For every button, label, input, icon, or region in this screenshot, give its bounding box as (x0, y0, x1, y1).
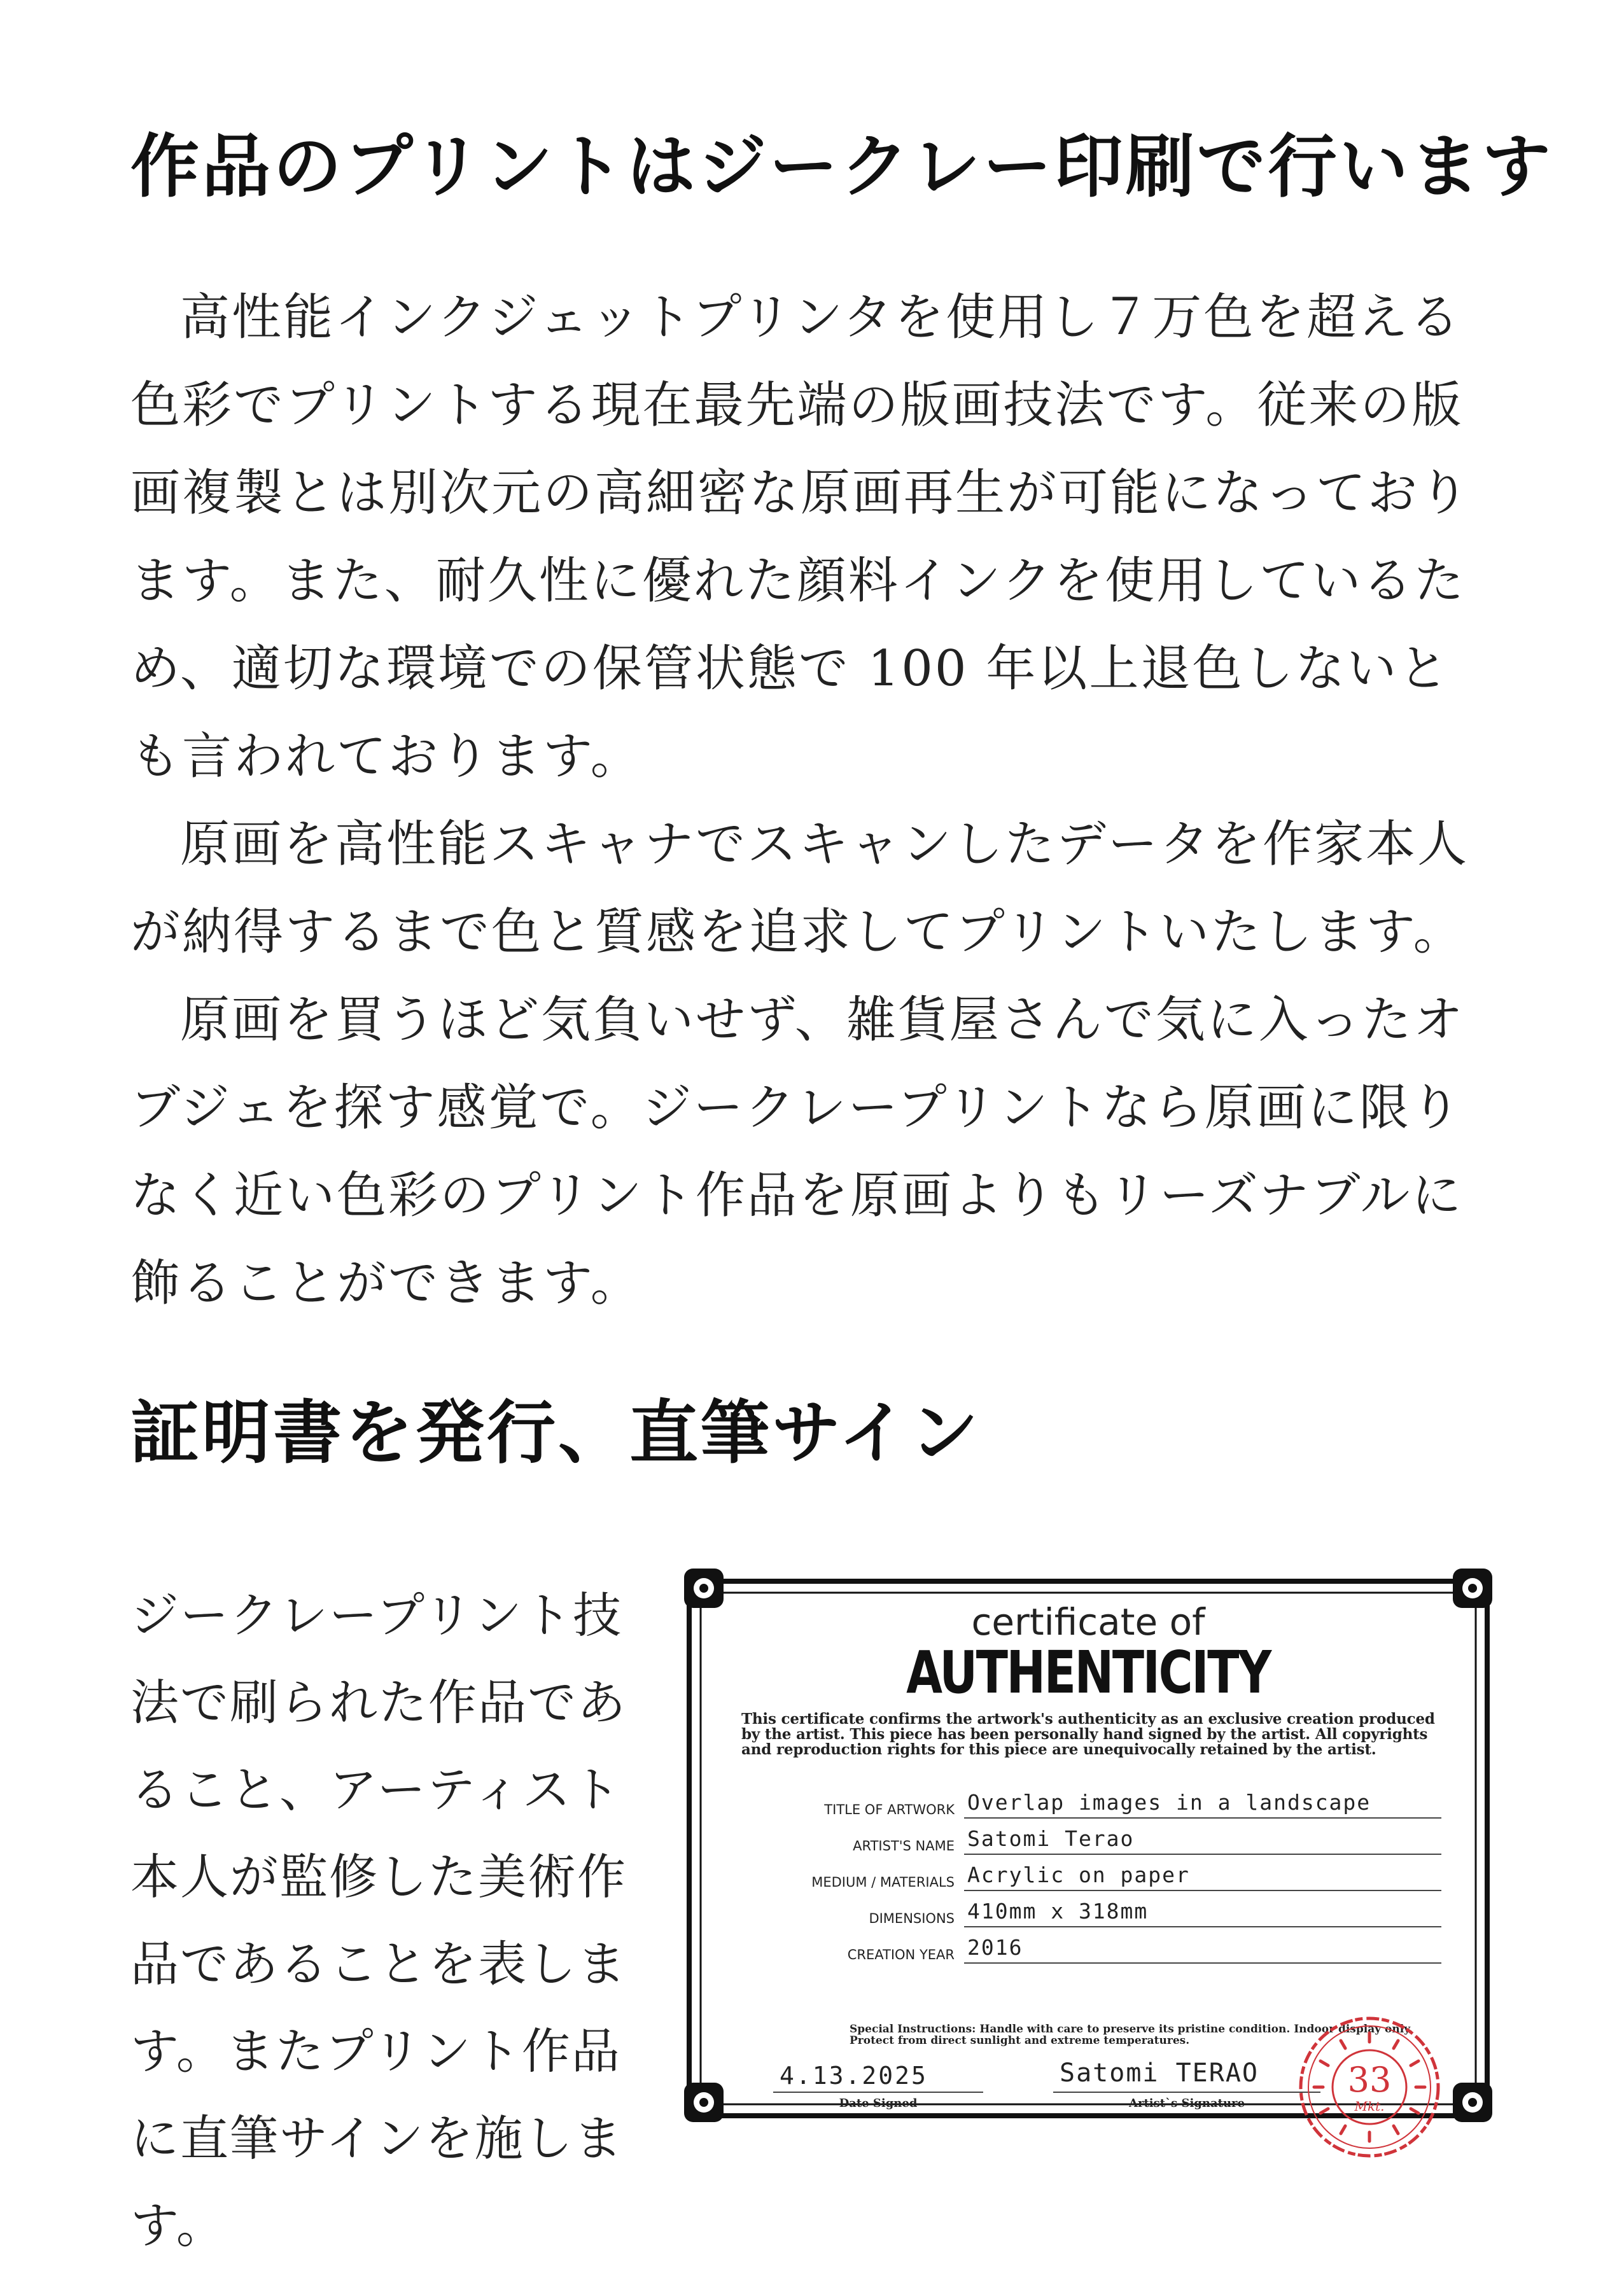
field-medium (741, 1861, 1441, 1892)
artist-signature: Satomi TERAO (1060, 2058, 1259, 2088)
field-title-of-artwork (741, 1788, 1441, 1820)
field-value: 410mm x 318mm (967, 1899, 1149, 1924)
special-instructions: Special Instructions: Handle with care to preserve its pristine condition. Indoor display only. Protect from direct sunlight and extreme temperatures. (850, 2023, 1413, 2047)
field-underline (964, 1926, 1441, 1927)
field-underline (964, 1817, 1441, 1819)
certificate-title: AUTHENTICITY (906, 1639, 1270, 1707)
field-dimensions (741, 1897, 1441, 1929)
field-underline (964, 1890, 1441, 1891)
date-signed-label: Date Signed (839, 2097, 918, 2110)
artist-signature-line (1053, 2092, 1320, 2093)
field-value: Acrylic on paper (967, 1862, 1190, 1887)
field-underline (964, 1962, 1441, 1964)
field-value: 2016 (967, 1935, 1023, 1960)
field-label: MEDIUM / MATERIALS (811, 1875, 955, 1890)
artist-signature-label: Artist`s Signature (1129, 2097, 1245, 2110)
field-label: DIMENSIONS (869, 1911, 955, 1926)
red-seal-stamp (1296, 2014, 1443, 2160)
section-heading-giclee: 作品のプリントはジークレー印刷で行います (130, 127, 1553, 207)
certificate-statement: This certificate confirms the artwork's authenticity as an exclusive creation produced by the artist. This piece has been personally hand signed by the artist. All copyrights and reproduction rights for this piece are unequivocally retained by the artist. (741, 1710, 1435, 1758)
stamp-subtext: Mkt. (1354, 2099, 1385, 2114)
paragraph-2: 原画を高性能スキャナでスキャンしたデータを作家本人が納得するまで色と質感を追求してプリントいたします。 (130, 816, 1469, 961)
giclee-description (130, 274, 1499, 1327)
date-signed-line (773, 2092, 983, 2093)
field-artist-name (741, 1824, 1441, 1856)
certificate-title-small: certificate of (971, 1600, 1205, 1644)
certificate-description (130, 1572, 640, 2269)
paragraph-3: 原画を買うほど気負いせず、雑貨屋さんで気に入ったオブジェを探す感覚で。ジークレープリントなら原画に限りなく近い色彩のプリント作品を原画よりもリーズナブルに飾ることができます。 (130, 991, 1465, 1312)
stamp-number: 33 (1347, 2060, 1392, 2100)
field-value: Satomi Terao (967, 1826, 1135, 1851)
section-heading-certificate: 証明書を発行、直筆サイン (130, 1393, 981, 1473)
certificate-description-text: ジークレープリント技法で刷られた作品であること、アーティスト本人が監修した美術作品であることを表します。またプリント作品に直筆サインを施します。 (130, 1587, 627, 2254)
date-signed-value: 4.13.2025 (780, 2062, 928, 2090)
field-label: ARTIST'S NAME (853, 1838, 955, 1854)
field-label: TITLE OF ARTWORK (824, 1802, 955, 1817)
certificate-image (684, 1569, 1492, 2122)
field-underline (964, 1854, 1441, 1855)
field-creation-year (741, 1933, 1441, 1965)
field-label: CREATION YEAR (847, 1947, 955, 1962)
field-value: Overlap images in a landscape (967, 1790, 1371, 1815)
paragraph-1: 高性能インクジェットプリンタを使用し７万色を超える色彩でプリントする現在最先端の版画技法です。従来の版画複製とは別次元の高細密な原画再生が可能になっております。また、耐久性に優れた顔料インクを使用しているため、適切な環境での保管状態で 100 年以上退色しないとも言われております。 (130, 289, 1471, 785)
